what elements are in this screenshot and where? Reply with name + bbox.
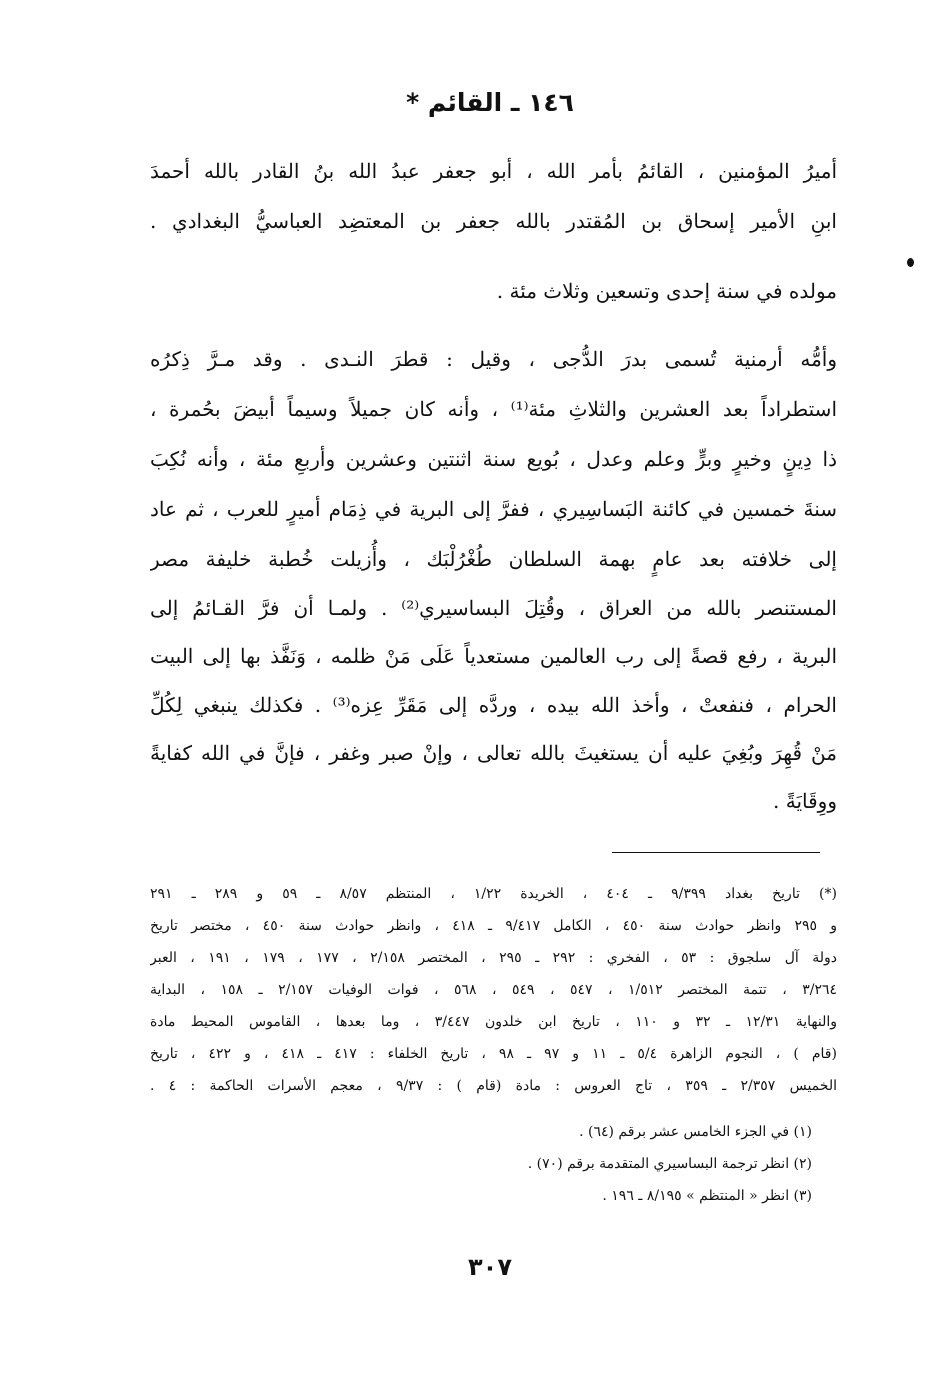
footnote-line: (٣) انظر « المنتظم » ٨/١٩٥ ـ ١٩٦ . (602, 1188, 812, 1204)
footnote-line: (قام ) ، النجوم الزاهرة ٥/٤ ـ ١١ و ٩٧ ـ ٩٨ ، تاريخ الخلفاء : ٤١٧ ـ ٤١٨ ، و ٤٢٢ ، تاريخ (150, 1046, 837, 1062)
page-number: ٣٠٧ (468, 1253, 512, 1281)
body-line: ذا دِينٍ وخيرٍ وبرٍّ وعلم وعدل ، بُويع سنة اثنتين وعشرين وأربعِ مئة ، وأنه نُكِبَ (150, 447, 837, 471)
footnote-separator (612, 852, 820, 853)
footnote-line: و ٢٩٥ وانظر حوادث سنة ٤٥٠ ، الكامل ٩/٤١٧ ـ ٤١٨ ، وانظر حوادث سنة ٤٥٠ ، مختصر تاريخ (150, 918, 837, 934)
body-line: الحرام ، فنفعتْ ، وأخذ الله بيده ، وردَّه إلى مَقَرِّ عِزه⁽³⁾ . فكذلك ينبغي لِكُلِّ (150, 693, 837, 717)
body-line: إلى خلافته بعد عامٍ بهمة السلطان طُغْرُلْبَك ، وأُزيلت خُطبة خليفة مصر (150, 547, 837, 571)
body-line: البرية ، رفع قصةً إلى رب العالمين مستعدياً عَلَى مَنْ ظلمه ، وَنَفَّذ بها إلى البيت (150, 644, 837, 668)
body-line: سنةَ خمسين في كائنة البَساسِيري ، ففرَّ إلى البرية في ذِمَام أميرٍ للعرب ، ثم عاد (150, 497, 837, 521)
body-line: مَنْ قُهِرَ وبُغِيَ عليه أن يستغيثَ بالله تعالى ، وإنْ صبر وغفر ، فإنَّ في الله كفايةً (150, 741, 837, 765)
footnote-line: (٢) انظر ترجمة البساسيري المتقدمة برقم (٧٠) . (527, 1156, 812, 1172)
footnote-line: (*) تاريخ بغداد ٩/٣٩٩ ـ ٤٠٤ ، الخريدة ١/٢٢ ، المنتظم ٨/٥٧ ـ ٥٩ و ٢٨٩ ـ ٢٩١ (150, 886, 837, 902)
body-line: وأمُّه أرمنية تُسمى بدرَ الدُّجى ، وقيل : قطرَ النـدى . وقد مـرَّ ذِكرُه (150, 347, 837, 371)
body-line: أميرُ المؤمنين ، القائمُ بأمر الله ، أبو جعفر عبدُ الله بنُ القادر بالله أحمدَ (150, 159, 837, 183)
footnote-line: ٣/٢٦٤ ، تتمة المختصر ١/٥١٢ ، ٥٤٧ ، ٥٤٩ ، ٥٦٨ ، فوات الوفيات ٢/١٥٧ ـ ١٥٨ ، البداية (150, 982, 837, 998)
body-line: مولده في سنة إحدى وتسعين وثلاث مئة . (496, 279, 837, 303)
footnote-line: والنهاية ١٢/٣١ ـ ٣٢ و ١١٠ ، تاريخ ابن خلدون ٣/٤٤٧ ، وما بعدها ، القاموس المحيط مادة (150, 1014, 837, 1030)
body-line: المستنصر بالله من العراق ، وقُتِلَ البساسيري⁽²⁾ . ولمـا أن فرَّ القـائمُ إلى (150, 596, 837, 620)
footnote-line: دولة آل سلجوق : ٥٣ ، الفخري : ٢٩٢ ـ ٢٩٥ ، المختصر ٢/١٥٨ ، ١٧٧ ، ١٧٩ ، ١٩١ ، العبر (150, 950, 837, 966)
body-line: استطراداً بعد العشرين والثلاثِ مئة⁽¹⁾ ، وأنه كان جميلاً وسيماً أبيضَ بحُمرة ، (150, 397, 837, 421)
body-line: ابنِ الأمير إسحاق بن المُقتدر بالله جعفر بن المعتضِد العباسيُّ البغدادي . (150, 209, 837, 233)
footnote-line: الخميس ٢/٣٥٧ ـ ٣٥٩ ، تاج العروس : مادة (قام ) : ٩/٣٧ ، معجم الأسرات الحاكمة : ٤ . (150, 1078, 837, 1094)
margin-dot (907, 258, 914, 267)
body-line: ووِقَايَةً . (773, 789, 837, 813)
footnote-line: (١) في الجزء الخامس عشر برقم (٦٤) . (579, 1124, 812, 1140)
entry-title: ١٤٦ ـ القائم * (406, 88, 574, 117)
